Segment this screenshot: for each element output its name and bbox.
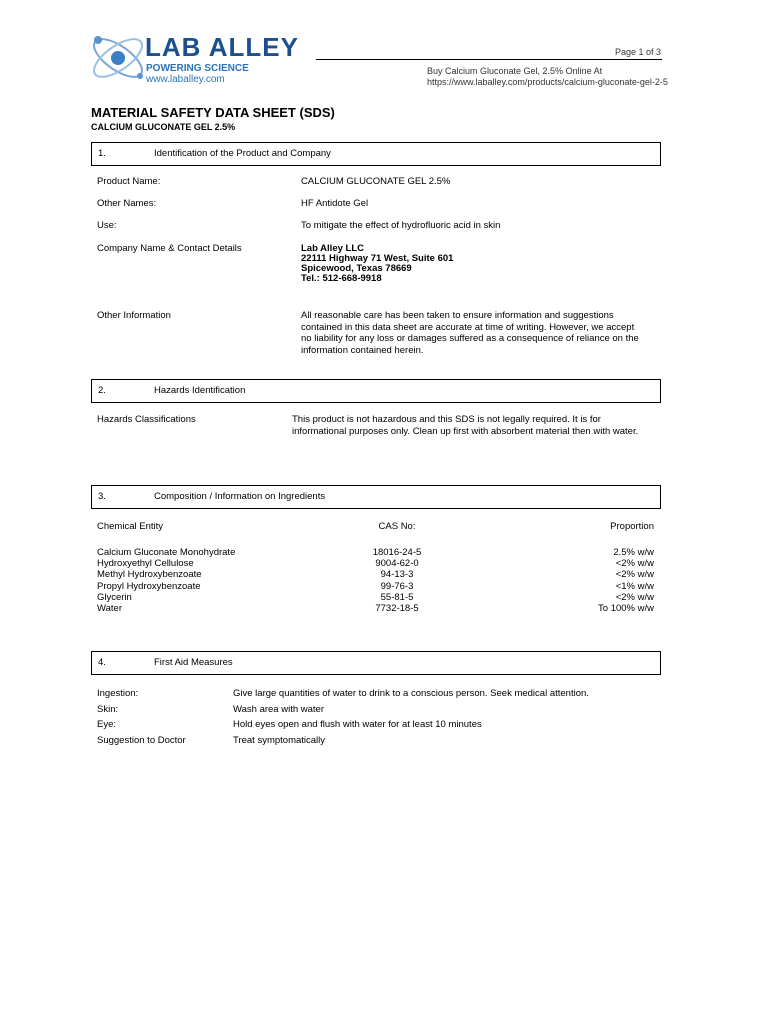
section-4-header xyxy=(91,651,661,675)
cas-cell: 9004-62-0 xyxy=(375,558,419,570)
entity-cell: Calcium Gluconate Monohydrate xyxy=(97,547,236,558)
logo-url[interactable]: www.laballey.com xyxy=(146,74,225,85)
header-link[interactable] xyxy=(427,66,668,88)
first-aid-list xyxy=(97,686,657,748)
company-name: Lab Alley LLC xyxy=(301,243,364,254)
table-row xyxy=(97,569,654,580)
section-title: First Aid Measures xyxy=(154,657,233,668)
company-details xyxy=(301,244,453,284)
section-title: Composition / Information on Ingredients xyxy=(154,491,326,502)
first-aid-label: Suggestion to Doctor xyxy=(97,734,186,746)
table-row xyxy=(97,581,654,592)
company-phone: Tel.: 512-668-9918 xyxy=(301,273,382,284)
section-2-header xyxy=(91,379,661,403)
col-header-entity: Chemical Entity xyxy=(97,521,163,532)
first-aid-label: Skin: xyxy=(97,703,119,715)
list-item xyxy=(97,717,657,733)
header-link-line2[interactable]: https://www.laballey.com/products/calcium-gluconate-gel-2-5 xyxy=(427,77,668,87)
list-item xyxy=(97,733,657,749)
proportion-cell: <2% w/w xyxy=(615,591,654,603)
proportion-cell: To 100% w/w xyxy=(598,602,654,614)
section-1-header xyxy=(91,142,661,166)
section-title: Hazards Identification xyxy=(154,385,246,396)
first-aid-text: Wash area with water xyxy=(233,703,324,715)
company-city: Spicewood, Texas 78669 xyxy=(301,263,412,274)
use-label: Use: xyxy=(97,220,117,231)
proportion-cell: <2% w/w xyxy=(615,558,654,570)
entity-cell: Glycerin xyxy=(97,591,132,603)
proportion-cell: 2.5% w/w xyxy=(613,547,654,558)
section-title: Identification of the Product and Company xyxy=(154,148,331,159)
section-number: 1. xyxy=(98,148,106,159)
other-names-value: HF Antidote Gel xyxy=(301,198,369,209)
company-label: Company Name & Contact Details xyxy=(97,243,242,254)
cas-cell: 55-81-5 xyxy=(380,591,414,603)
section-number: 3. xyxy=(98,491,106,502)
entity-cell: Hydroxyethyl Cellulose xyxy=(97,558,194,570)
cas-cell: 7732-18-5 xyxy=(375,602,419,614)
page-number: Page 1 of 3 xyxy=(614,47,661,57)
first-aid-label: Ingestion: xyxy=(97,688,139,699)
entity-cell: Propyl Hydroxybenzoate xyxy=(97,580,201,592)
proportion-cell: <2% w/w xyxy=(615,569,654,581)
hazards-text: This product is not hazardous and this SDS is not legally required. It is for informational purposes only. Clean up first with absorbent material then with water. xyxy=(292,414,639,437)
use-value: To mitigate the effect of hydrofluoric acid in skin xyxy=(301,220,501,231)
section-3-header xyxy=(91,485,661,509)
logo-title: LAB ALLEY xyxy=(145,32,299,62)
entity-cell: Water xyxy=(97,602,122,614)
document-subtitle: CALCIUM GLUCONATE GEL 2.5% xyxy=(91,122,236,132)
cas-cell: 18016-24-5 xyxy=(372,547,422,558)
product-name-label: Product Name: xyxy=(97,176,161,187)
entity-cell: Methyl Hydroxybenzoate xyxy=(97,569,202,581)
col-header-cas: CAS No: xyxy=(378,521,416,532)
other-names-label: Other Names: xyxy=(97,198,157,209)
list-item xyxy=(97,686,657,702)
table-row xyxy=(97,558,654,569)
header-divider xyxy=(316,59,662,60)
hazards-label: Hazards Classifications xyxy=(97,414,196,425)
first-aid-label: Eye: xyxy=(97,719,117,730)
cas-cell: 99-76-3 xyxy=(380,580,414,592)
cas-cell: 94-13-3 xyxy=(380,569,414,581)
first-aid-text: Treat symptomatically xyxy=(233,734,326,746)
header-link-line1: Buy Calcium Gluconate Gel, 2.5% Online At xyxy=(427,66,603,76)
proportion-cell: <1% w/w xyxy=(615,580,654,592)
first-aid-text: Give large quantities of water to drink to a conscious person. Seek medical attention. xyxy=(233,688,589,699)
section-number: 4. xyxy=(98,657,106,668)
table-row xyxy=(97,592,654,603)
first-aid-text: Hold eyes open and flush with water for at least 10 minutes xyxy=(233,719,482,730)
list-item xyxy=(97,702,657,718)
other-info-text: All reasonable care has been taken to ensure information and suggestions contained in this data sheet are accurate at time of writing. However, we accept no liability for any loss or damages suffered as a consequence of reliance on the information contained herein. xyxy=(301,310,639,356)
logo-tagline: POWERING SCIENCE xyxy=(146,63,249,74)
ingredients-table xyxy=(97,547,654,614)
company-address: 22111 Highway 71 West, Suite 601 xyxy=(301,253,454,264)
section-number: 2. xyxy=(98,385,106,396)
document-title: MATERIAL SAFETY DATA SHEET (SDS) xyxy=(91,105,335,120)
other-info-label: Other Information xyxy=(97,310,171,321)
product-name-value: CALCIUM GLUCONATE GEL 2.5% xyxy=(301,176,451,187)
table-row xyxy=(97,547,654,558)
col-header-proportion: Proportion xyxy=(610,521,654,532)
table-row xyxy=(97,603,654,614)
